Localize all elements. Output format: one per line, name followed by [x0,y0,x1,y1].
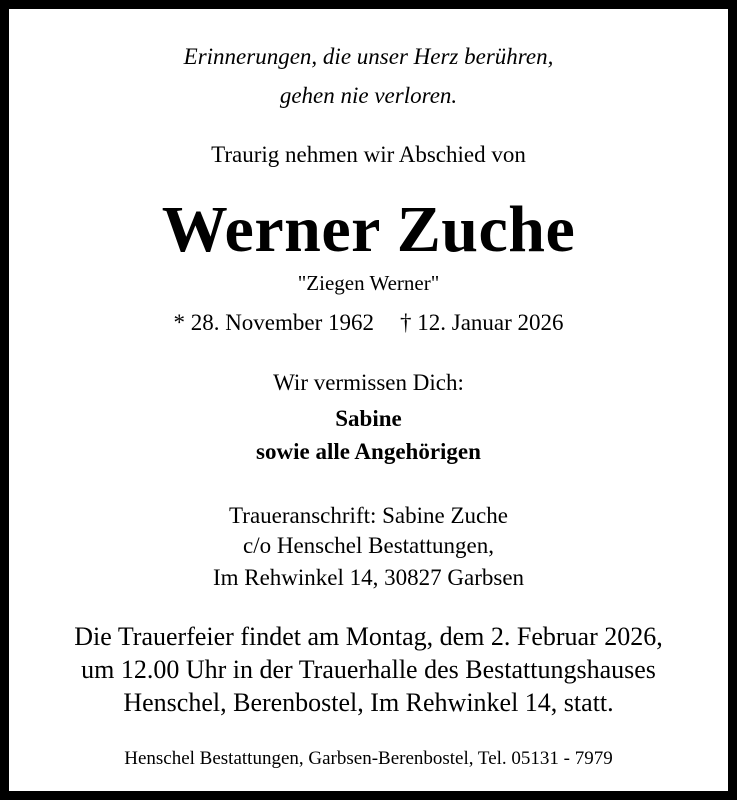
birth-date: * 28. November 1962 [173,310,375,335]
deceased-name: Werner Zuche [161,193,576,266]
address-line-3: Im Rehwinkel 14, 30827 Garbsen [212,565,525,590]
ceremony-line-1: Die Trauerfeier findet am Montag, dem 2. Februar 2026, [74,622,663,651]
memorial-quote-line-1: Erinnerungen, die unser Herz berühren, [183,44,554,69]
mourner-name: Sabine [335,406,402,431]
miss-line: Wir vermissen Dich: [273,370,464,395]
life-dates [0,310,737,336]
mourner-relatives: sowie alle Angehörigen [256,439,481,464]
nickname: "Ziegen Werner" [297,271,440,295]
address-line-2: c/o Henschel Bestattungen, [242,533,494,558]
funeral-home-footer: Henschel Bestattungen, Garbsen-Berenbostel, Tel. 05131 - 7979 [124,748,613,769]
memorial-quote-line-2: gehen nie verloren. [279,83,458,108]
address-line-1: Traueranschrift: Sabine Zuche [229,503,508,528]
death-date: † 12. Januar 2026 [400,310,564,335]
ceremony-line-3: Henschel, Berenbostel, Im Rehwinkel 14, statt. [123,688,614,717]
intro-text: Traurig nehmen wir Abschied von [211,142,526,167]
ceremony-line-2: um 12.00 Uhr in der Trauerhalle des Bestattungshauses [81,655,656,684]
